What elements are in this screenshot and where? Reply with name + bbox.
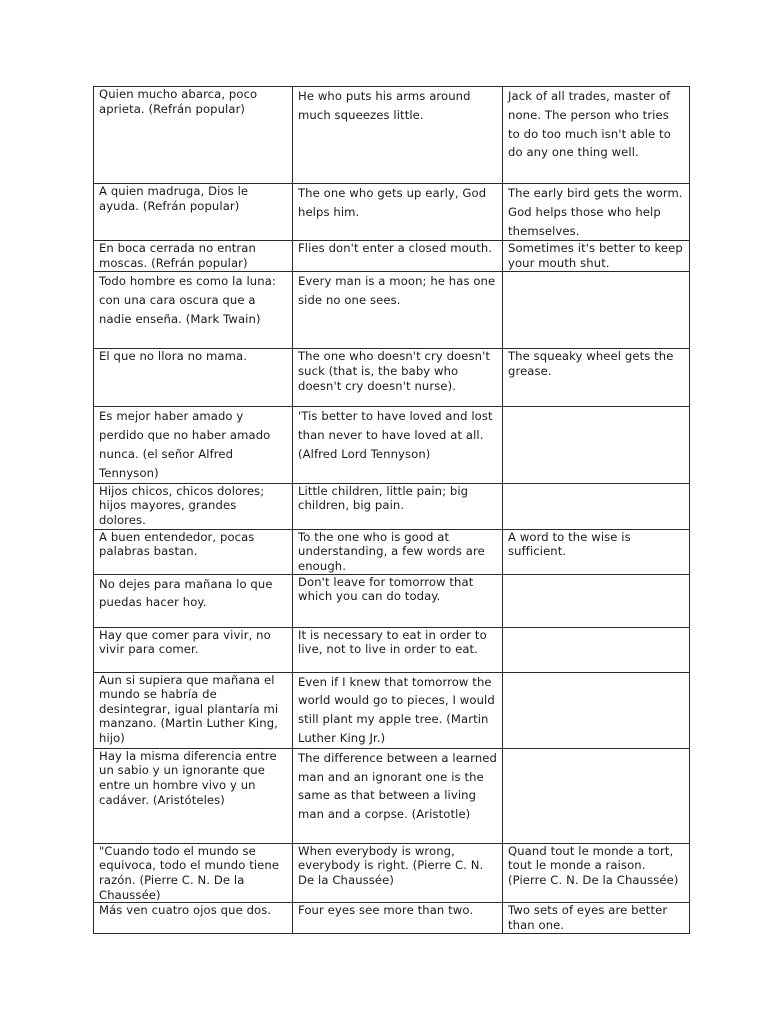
table-row (94, 483, 690, 529)
table-row (94, 407, 690, 483)
cell-english-literal: To the one who is good at understanding, a few words are enough. (293, 529, 503, 574)
cell-english-equivalent: Sometimes it's better to keep your mouth shut. (503, 241, 690, 272)
cell-spanish: En boca cerrada no entran moscas. (Refrán popular) (94, 241, 293, 272)
cell-spanish: Quien mucho abarca, poco aprieta. (Refrán popular) (94, 87, 293, 184)
cell-english-equivalent: A word to the wise is sufficient. (503, 529, 690, 574)
cell-english-equivalent (503, 483, 690, 529)
cell-english-literal: Even if I knew that tomorrow the world would go to pieces, I would still plant my apple tree. (Martin Luther King Jr.) (293, 672, 503, 748)
cell-english-equivalent (503, 672, 690, 748)
cell-spanish: Es mejor haber amado y perdido que no haber amado nunca. (el señor Alfred Tennyson) (94, 407, 293, 483)
cell-english-literal: When everybody is wrong, everybody is right. (Pierre C. N. De la Chaussée) (293, 843, 503, 902)
table-row (94, 672, 690, 748)
cell-spanish: Aun si supiera que mañana el mundo se habría de desintegrar, igual plantaría mi manzano. (Martin Luther King, hijo) (94, 672, 293, 748)
table-row (94, 574, 690, 627)
cell-english-equivalent (503, 748, 690, 843)
cell-spanish: Hijos chicos, chicos dolores; hijos mayores, grandes dolores. (94, 483, 293, 529)
cell-english-literal: The difference between a learned man and an ignorant one is the same as that between a living man and a corpse. (Aristotle) (293, 748, 503, 843)
cell-english-equivalent: Quand tout le monde a tort, tout le monde a raison. (Pierre C. N. De la Chaussée) (503, 843, 690, 902)
cell-english-literal: Four eyes see more than two. (293, 903, 503, 934)
table-row (94, 627, 690, 672)
table-row (94, 843, 690, 902)
cell-spanish: A buen entendedor, pocas palabras bastan. (94, 529, 293, 574)
cell-spanish: El que no llora no mama. (94, 349, 293, 407)
cell-english-literal: Every man is a moon; he has one side no one sees. (293, 272, 503, 349)
cell-english-equivalent: Jack of all trades, master of none. The person who tries to do too much isn't able to do any one thing well. (503, 87, 690, 184)
proverbs-table-body (94, 87, 690, 934)
cell-english-equivalent (503, 272, 690, 349)
table-row (94, 241, 690, 272)
cell-english-equivalent (503, 627, 690, 672)
cell-english-literal: The one who gets up early, God helps him. (293, 184, 503, 241)
table-row (94, 529, 690, 574)
cell-english-equivalent (503, 574, 690, 627)
cell-english-literal: Don't leave for tomorrow that which you can do today. (293, 574, 503, 627)
cell-spanish: Hay la misma diferencia entre un sabio y un ignorante que entre un hombre vivo y un cadáver. (Aristóteles) (94, 748, 293, 843)
table-row (94, 87, 690, 184)
cell-spanish: Todo hombre es como la luna: con una cara oscura que a nadie enseña. (Mark Twain) (94, 272, 293, 349)
cell-spanish: A quien madruga, Dios le ayuda. (Refrán popular) (94, 184, 293, 241)
cell-spanish: "Cuando todo el mundo se equivoca, todo el mundo tiene razón. (Pierre C. N. De la Chaussée) (94, 843, 293, 902)
cell-spanish: No dejes para mañana lo que puedas hacer hoy. (94, 574, 293, 627)
table-row (94, 184, 690, 241)
table-row (94, 903, 690, 934)
table-row (94, 748, 690, 843)
cell-english-equivalent: Two sets of eyes are better than one. (503, 903, 690, 934)
cell-english-literal: It is necessary to eat in order to live, not to live in order to eat. (293, 627, 503, 672)
cell-english-equivalent (503, 407, 690, 483)
cell-english-literal: Flies don't enter a closed mouth. (293, 241, 503, 272)
cell-english-literal: The one who doesn't cry doesn't suck (that is, the baby who doesn't cry doesn't nurse). (293, 349, 503, 407)
cell-english-equivalent: The squeaky wheel gets the grease. (503, 349, 690, 407)
cell-english-literal: Little children, little pain; big children, big pain. (293, 483, 503, 529)
cell-spanish: Hay que comer para vivir, no vivir para comer. (94, 627, 293, 672)
proverbs-table (93, 86, 690, 934)
cell-english-literal: He who puts his arms around much squeezes little. (293, 87, 503, 184)
cell-english-literal: 'Tis better to have loved and lost than never to have loved at all. (Alfred Lord Tennyson) (293, 407, 503, 483)
cell-spanish: Más ven cuatro ojos que dos. (94, 903, 293, 934)
table-row (94, 349, 690, 407)
cell-english-equivalent: The early bird gets the worm. God helps those who help themselves. (503, 184, 690, 241)
table-row (94, 272, 690, 349)
